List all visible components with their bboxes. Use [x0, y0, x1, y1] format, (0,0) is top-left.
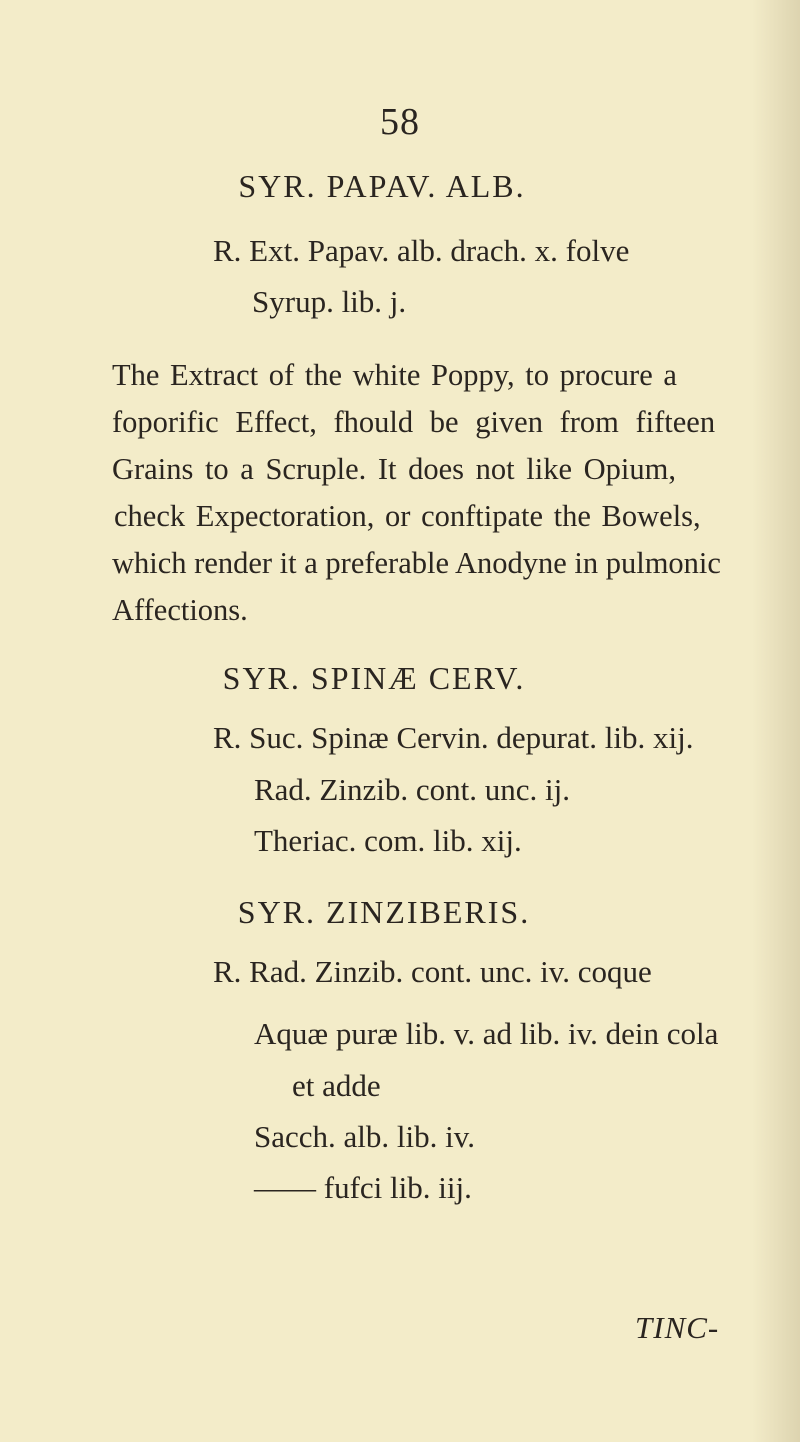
paragraph-line: which render it a preferable Anodyne in pulmonic: [112, 546, 721, 580]
recipe-line: R. Ext. Papav. alb. drach. x. folve: [213, 233, 630, 268]
paragraph-line: check Expectoration, or conftipate the Bowels,: [114, 499, 701, 533]
section-heading-syr-spinae: SYR. SPINÆ CERV.: [222, 660, 526, 696]
recipe-line: R. Suc. Spinæ Cervin. depurat. lib. xij.: [213, 720, 694, 755]
recipe-line: Sacch. alb. lib. iv.: [254, 1119, 475, 1154]
recipe-line: Syrup. lib. j.: [252, 284, 407, 319]
recipe-line: et adde: [292, 1068, 381, 1103]
paragraph-line: The Extract of the white Poppy, to procure a: [112, 358, 677, 392]
catchword: TINC-: [635, 1310, 720, 1345]
paragraph-line: foporific Effect, fhould be given from fifteen: [112, 405, 716, 439]
page-number: 58: [380, 101, 420, 143]
section-heading-syr-zinziberis: SYR. ZINZIBERIS.: [237, 894, 531, 930]
paragraph-line: Grains to a Scruple. It does not like Opium,: [112, 452, 676, 486]
recipe-line: R. Rad. Zinzib. cont. unc. iv. coque: [213, 954, 652, 989]
recipe-line: Theriac. com. lib. xij.: [254, 823, 522, 858]
recipe-line: Rad. Zinzib. cont. unc. ij.: [254, 772, 570, 807]
recipe-line: Aquæ puræ lib. v. ad lib. iv. dein cola: [254, 1016, 719, 1051]
recipe-line: —— fufci lib. iij.: [254, 1170, 472, 1205]
paragraph-line: Affections.: [112, 593, 248, 627]
section-heading-syr-papav: SYR. PAPAV. ALB.: [238, 168, 526, 204]
